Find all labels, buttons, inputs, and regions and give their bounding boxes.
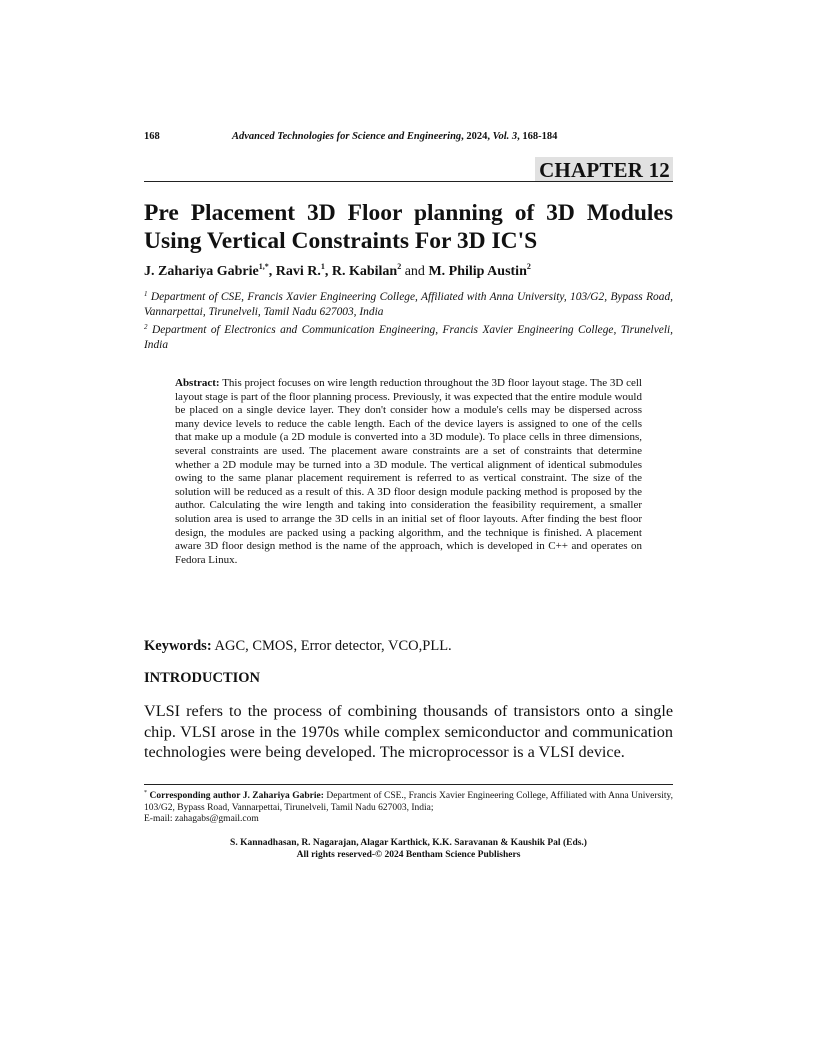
abstract-label: Abstract: (175, 377, 220, 389)
editors-line: S. Kannadhasan, R. Nagarajan, Alagar Karthick, K.K. Saravanan & Kaushik Pal (Eds.) (230, 838, 587, 848)
author-affiliation-mark: 1,* (258, 262, 269, 271)
header-rule (144, 181, 673, 182)
author-name: R. Kabilan (331, 264, 398, 279)
introduction-paragraph: VLSI refers to the process of combining thousands of transistors onto a single chip. VLSI arose in the 1970s while complex semiconductor and communication technologies were being developed. The microprocessor is a VLSI device. (144, 702, 673, 761)
footnote-mark: * (144, 790, 147, 796)
keywords-label: Keywords: (144, 638, 212, 654)
author-affiliation-mark: 2 (397, 262, 402, 271)
journal-name: Advanced Technologies for Science and Engineering (232, 131, 462, 142)
corresponding-author-footnote (144, 788, 673, 826)
affiliation (144, 287, 673, 320)
author-separator: , (268, 264, 276, 279)
footnote-rule (144, 784, 673, 785)
abstract (175, 377, 642, 567)
abstract-text: This project focuses on wire length reduction throughout the 3D floor layout stage. The 3D cell layout stage is part of the floor planning process. Previously, it was expected that the entire module would be placed on a single device layer. They don't consider how a module's cells may be dispersed across many device levels to reduce the cable length. Each of the device layers is assigned to one of the cells that make up a module (a 2D module is converted into a 3D module). To place cells in three dimensions, several constraints are used. The placement aware constraints are a set of constraints that determine whether a 2D module may be turned into a 3D module. The vertical alignment of identical submodules owing to the same planar placement requirement is referred to as vertical constraint. The size of the solution will be reduced as a result of this. A 3D floor design module packing method is proposed by the author. Calculating the wire length and taking into consideration the feasibility requirement, a smaller solution area is used to arrange the 3D cells in an initial set of floor layouts. After finding the best floor design, the modules are packed using a packing algorithm, and the technique is finished. A placement aware 3D floor design method is the name of the approach, which is developed in C++ and operates on Fedora Linux. (175, 377, 642, 566)
author-conjunction: and (401, 264, 429, 279)
paper-title: Pre Placement 3D Floor planning of 3D Modules Using Vertical Constraints For 3D IC'S (144, 200, 673, 254)
author-separator: , (324, 264, 332, 279)
journal-volume: Vol. 3 (492, 131, 518, 142)
author-affiliation-mark: 2 (526, 262, 531, 271)
footnote-email: E-mail: zahagabs@gmail.com (144, 814, 259, 824)
footnote-label: Corresponding author J. Zahariya Gabrie: (149, 791, 324, 801)
footnote-text: Department of CSE., Francis Xavier Engineering College, Affiliated with Anna University, 103/G2, Bypass Road, Vannarpettai, Tirunelveli, Tamil Nadu 627003, India; (144, 791, 673, 813)
author-name: J. Zahariya Gabrie (144, 264, 259, 279)
affiliation-mark: 1 (144, 290, 148, 298)
affiliation-text: Department of Electronics and Communication Engineering, Francis Xavier Engineering College, Tirunelveli, India (144, 324, 674, 351)
section-heading-introduction: INTRODUCTION (144, 670, 261, 686)
journal-citation (232, 131, 557, 142)
journal-year: , 2024, (461, 131, 493, 142)
affiliation-mark: 2 (144, 323, 148, 331)
journal-pages: , 168-184 (517, 131, 558, 142)
keywords (144, 638, 673, 655)
affiliation (144, 320, 673, 353)
publisher-credits (144, 838, 673, 861)
author-affiliation-mark: 1 (320, 262, 325, 271)
rights-line: All rights reserved-© 2024 Bentham Science Publishers (296, 849, 521, 860)
author-list (144, 262, 673, 280)
affiliation-text: Department of CSE, Francis Xavier Engineering College, Affiliated with Anna University, 103/G2, Bypass Road, Vannarpettai, Tirunelveli, Tamil Nadu 627003, India (144, 291, 673, 318)
author-name: M. Philip Austin (428, 264, 527, 279)
page-number: 168 (144, 131, 160, 142)
keywords-text: AGC, CMOS, Error detector, VCO,PLL. (214, 638, 452, 654)
chapter-label: CHAPTER 12 (535, 157, 673, 182)
author-name: Ravi R. (275, 264, 321, 279)
